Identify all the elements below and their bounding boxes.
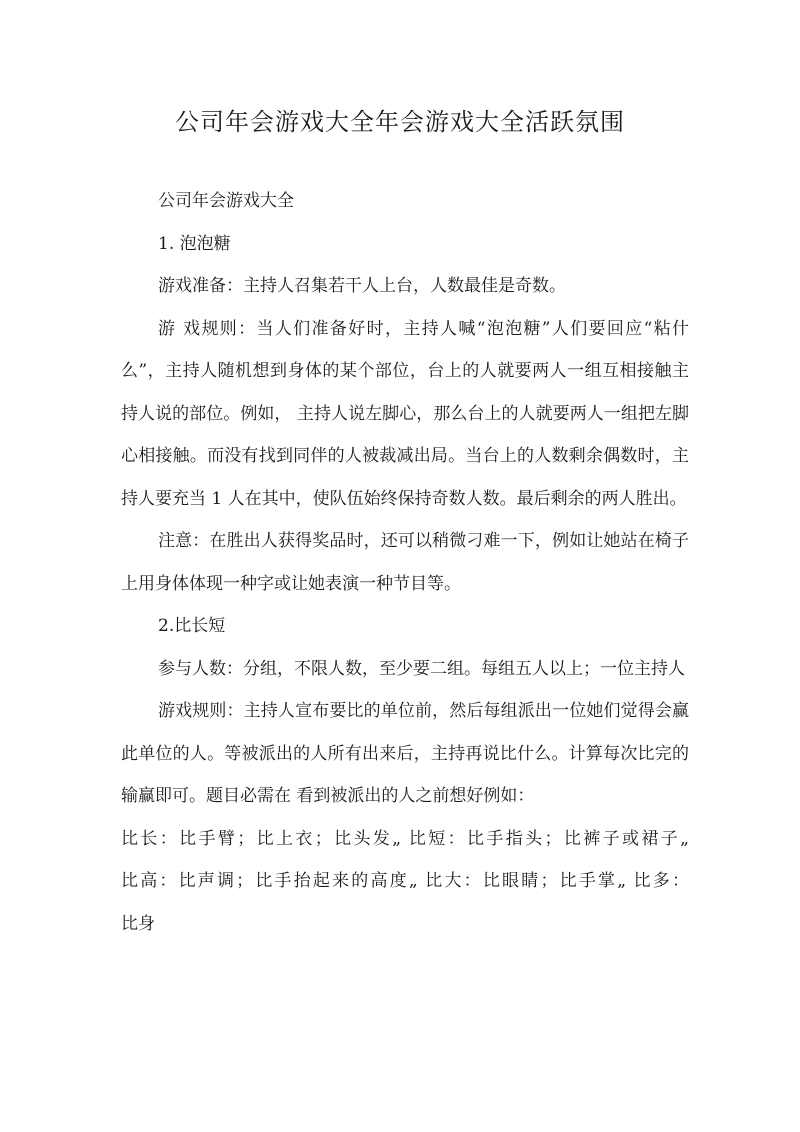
game-heading: 1. 泡泡糖: [158, 233, 231, 254]
paragraph: 游戏准备：主持人召集若干人上台，人数最佳是奇数。: [158, 276, 566, 296]
example-line: 比长：比手臂；比上衣；比头发„ 比短：比手指头；比裤子或裙子„: [121, 828, 689, 849]
paragraph: 游戏规则：主持人宣布要比的单位前，然后每组派出一位她们觉得会赢此单位的人。等被派出的人所有出来后，主持再说比什么。计算每次比完的输赢即可。题目必需在 看到被派出的人之前想好例如：: [121, 701, 689, 806]
paragraph: 注意：在胜出人获得奖品时，还可以稍微刁难一下，例如让她站在椅子上用身体体现一种字或让她表演一种节目等。: [121, 531, 689, 594]
paragraph: 游 戏规则：当人们准备好时，主持人喊“泡泡糖”人们要回应“粘什么”，主持人随机想到身体的某个部位，台上的人就要两人一组互相接触主持人说的部位。例如， 主持人说左脚心，那么台上的人就要两人一组把左脚心相接触。而没有找到同伴的人被裁减出局。当台上的人数剩余偶数时，主持人要充当 1 人在其中，使队伍始终保持奇数人数。最后剩余的两人胜出。: [121, 318, 689, 509]
example-line: 比身: [121, 913, 155, 934]
page-title: 公司年会游戏大全年会游戏大全活跃氛围: [175, 108, 625, 136]
section-heading: 公司年会游戏大全: [158, 191, 294, 211]
example-line: 比高：比声调；比手抬起来的高度„ 比大：比眼睛；比手掌„ 比多：: [121, 871, 689, 891]
examples-block: [121, 818, 689, 946]
game-heading: 2.比长短: [158, 616, 226, 636]
paragraph: 参与人数：分组，不限人数，至少要二组。每组五人以上；一位主持人: [158, 658, 685, 679]
document-body: [121, 180, 689, 945]
